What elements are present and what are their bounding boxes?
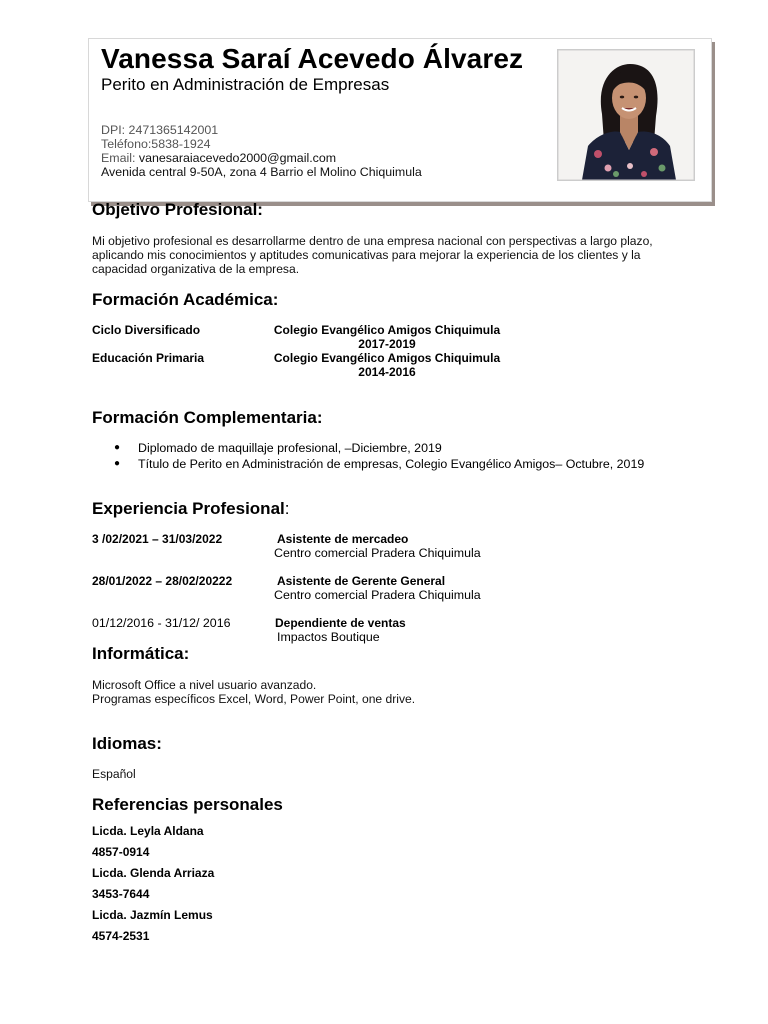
experience-dates: 3 /02/2021 – 31/03/2022 [92,532,223,546]
references-heading: Referencias personales [92,795,283,814]
it-line-1: Microsoft Office a nivel usuario avanzado. [92,678,317,692]
experience-dates: 28/01/2022 – 28/02/20222 [92,574,233,588]
person-portrait-icon [558,50,694,180]
objective-heading: Objetivo Profesional: [92,200,263,219]
phone-label: Teléfono: [101,137,152,151]
list-item-text: Título de Perito en Administración de empresas, Colegio Evangélico Amigos– Octubre, 2019 [138,457,645,471]
reference-phone: 4574-2531 [92,929,150,943]
experience-heading-text: Experiencia Profesional [92,499,285,518]
full-name: Vanessa Saraí Acevedo Álvarez [101,43,524,74]
profile-photo [557,49,695,181]
header-box [88,38,712,202]
experience-heading [92,499,289,519]
phone-value: 5838-1924 [151,137,211,151]
list-item [92,440,644,456]
dpi-value: 2471365142001 [128,123,219,137]
list-item [92,456,644,472]
bullet-icon: ● [114,442,121,453]
reference-phone: 3453-7644 [92,887,150,901]
it-heading: Informática: [92,644,190,663]
phone-line [101,137,422,151]
language-item: Español [92,767,136,781]
professional-title: Perito en Administración de Empresas [101,75,390,94]
email-link[interactable]: vanesaraiacevedo2000@gmail.com [138,151,337,165]
education-years: 2014-2016 [358,365,416,379]
complementary-heading: Formación Complementaria: [92,408,323,427]
education-heading: Formación Académica: [92,290,279,309]
experience-role: Dependiente de ventas [275,616,406,630]
reference-name: Licda. Leyla Aldana [92,824,204,838]
email-label: Email: [101,151,139,165]
reference-phone: 4857-0914 [92,845,150,859]
education-years: 2017-2019 [358,337,416,351]
experience-company: Centro comercial Pradera Chiquimula [274,546,481,560]
experience-company: Impactos Boutique [277,630,380,644]
education-level: Educación Primaria [92,351,205,365]
experience-role: Asistente de Gerente General [277,574,446,588]
experience-company: Centro comercial Pradera Chiquimula [274,588,481,602]
dpi-line [101,123,422,137]
contact-info [101,123,422,179]
experience-heading-colon: : [284,499,290,518]
experience-dates: 01/12/2016 - 31/12/ 2016 [92,616,231,630]
reference-name: Licda. Glenda Arriaza [92,866,215,880]
complementary-list [92,440,644,472]
reference-name: Licda. Jazmín Lemus [92,908,213,922]
bullet-icon: ● [114,458,121,469]
languages-heading: Idiomas: [92,734,162,753]
dpi-label: DPI: [101,123,129,137]
email-line [101,151,422,165]
address-line: Avenida central 9-50A, zona 4 Barrio el Molino Chiquimula [101,165,422,179]
objective-text: Mi objetivo profesional es desarrollarme dentro de una empresa nacional con perspectivas a largo plazo, aplicando mis conocimientos y aptitudes comunicativas para mejorar la experiencia de los clientes y la capacidad organizativa de la empresa. [92,234,653,276]
education-school: Colegio Evangélico Amigos Chiquimula [273,351,501,365]
list-item-text: Diplomado de maquillaje profesional, –Diciembre, 2019 [138,441,442,455]
education-school: Colegio Evangélico Amigos Chiquimula [273,323,501,337]
it-line-2: Programas específicos Excel, Word, Power Point, one drive. [92,692,416,706]
education-level: Ciclo Diversificado [92,323,201,337]
experience-role: Asistente de mercadeo [277,532,409,546]
